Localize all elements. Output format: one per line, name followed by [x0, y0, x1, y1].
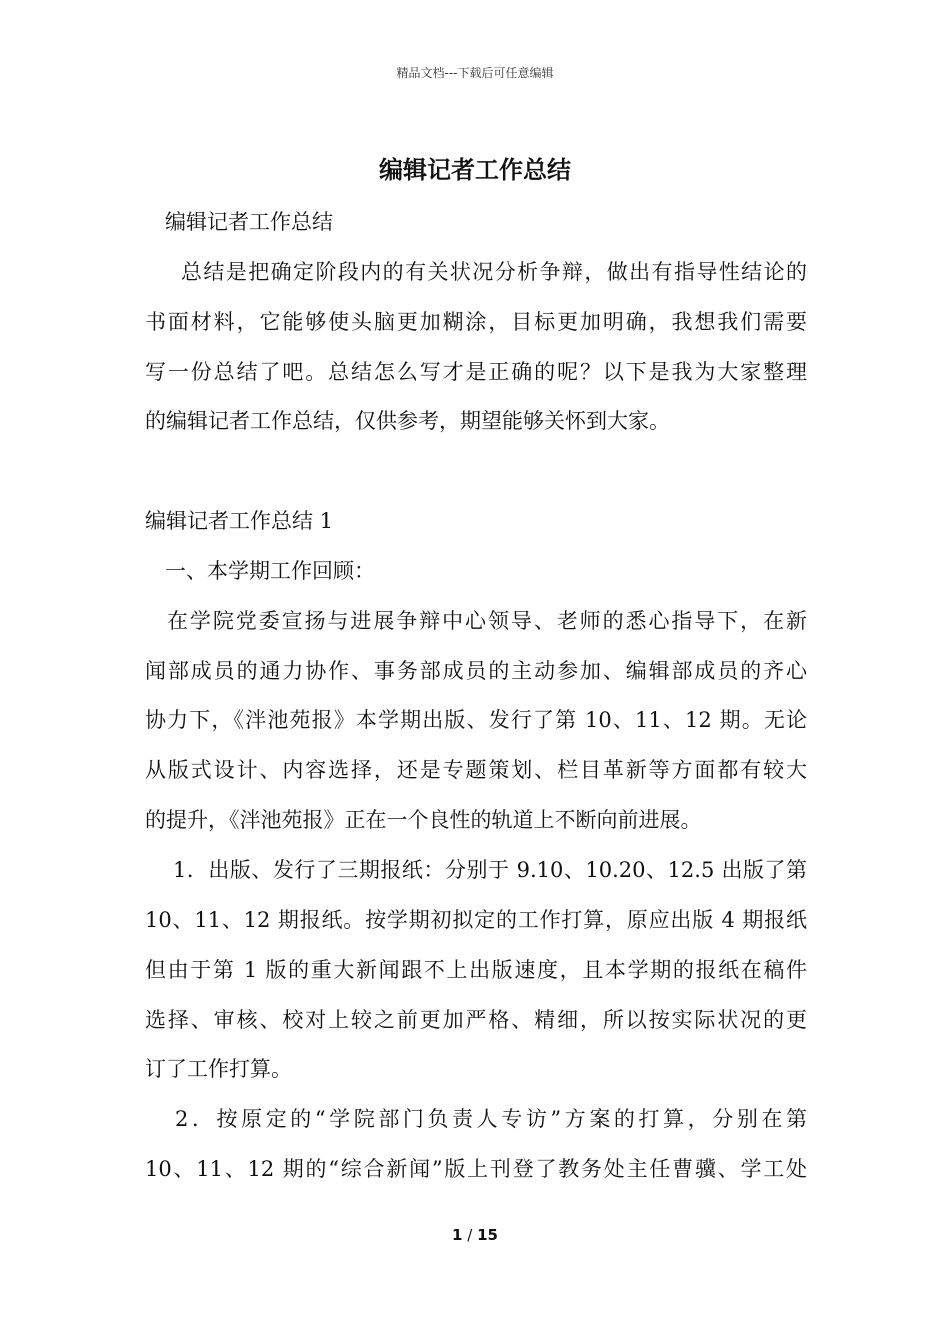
list-item-line: 1．出版、发行了三期报纸：分别于 9.10、10.20、12.5 出版了第 — [173, 858, 807, 882]
paragraph-line: 闻部成员的通力协作、事务部成员的主动参加、编辑部成员的齐心 — [145, 659, 807, 683]
paragraph-line: 总结是把确定阶段内的有关状况分析争辩，做出有指导性结论的 — [181, 260, 807, 284]
list-item-line: 2．按原定的“学院部门负责人专访”方案的打算，分别在第 — [175, 1107, 807, 1131]
list-item-line: 但由于第 1 版的重大新闻跟不上出版速度，且本学期的报纸在稿件 — [145, 958, 807, 982]
page-number — [0, 1226, 950, 1244]
list-item-line: 10、11、12 期的“综合新闻”版上刊登了教务处主任曹骥、学工处 — [145, 1157, 807, 1181]
section-heading: 编辑记者工作总结 1 — [145, 509, 334, 533]
current-page: 1 — [452, 1226, 463, 1244]
total-pages: 15 — [477, 1226, 498, 1244]
document-title: 编辑记者工作总结 — [379, 156, 571, 184]
page-separator: / — [467, 1226, 473, 1244]
paragraph-line: 的提升，《泮池苑报》正在一个良性的轨道上不断向前进展。 — [145, 808, 702, 832]
paragraph-line: 在学院党委宣扬与进展争辩中心领导、老师的悉心指导下，在新 — [167, 609, 807, 633]
list-item-line: 选择、审核、校对上较之前更加严格、精细，所以按实际状况的更 — [145, 1008, 807, 1032]
paragraph-line: 的编辑记者工作总结，仅供参考，期望能够关怀到大家。 — [145, 409, 670, 433]
list-item-line: 订了工作打算。 — [145, 1057, 292, 1081]
paragraph-line: 从版式设计、内容选择，还是专题策划、栏目革新等方面都有较大 — [145, 758, 807, 782]
paragraph-line: 书面材料，它能够使头脑更加糊涂，目标更加明确，我想我们需要 — [145, 310, 807, 334]
paragraph-line: 写一份总结了吧。总结怎么写才是正确的呢？以下是我为大家整理 — [145, 360, 807, 384]
list-item-line: 10、11、12 期报纸。按学期初拟定的工作打算，原应出版 4 期报纸 — [145, 908, 807, 932]
subtitle-line: 编辑记者工作总结 — [165, 210, 333, 234]
page-header: 精品文档---下载后可任意编辑 — [396, 66, 554, 80]
paragraph-line: 协力下，《泮池苑报》本学期出版、发行了第 10、11、12 期。无论 — [145, 708, 807, 732]
section-subheading: 一、本学期工作回顾： — [165, 559, 375, 583]
